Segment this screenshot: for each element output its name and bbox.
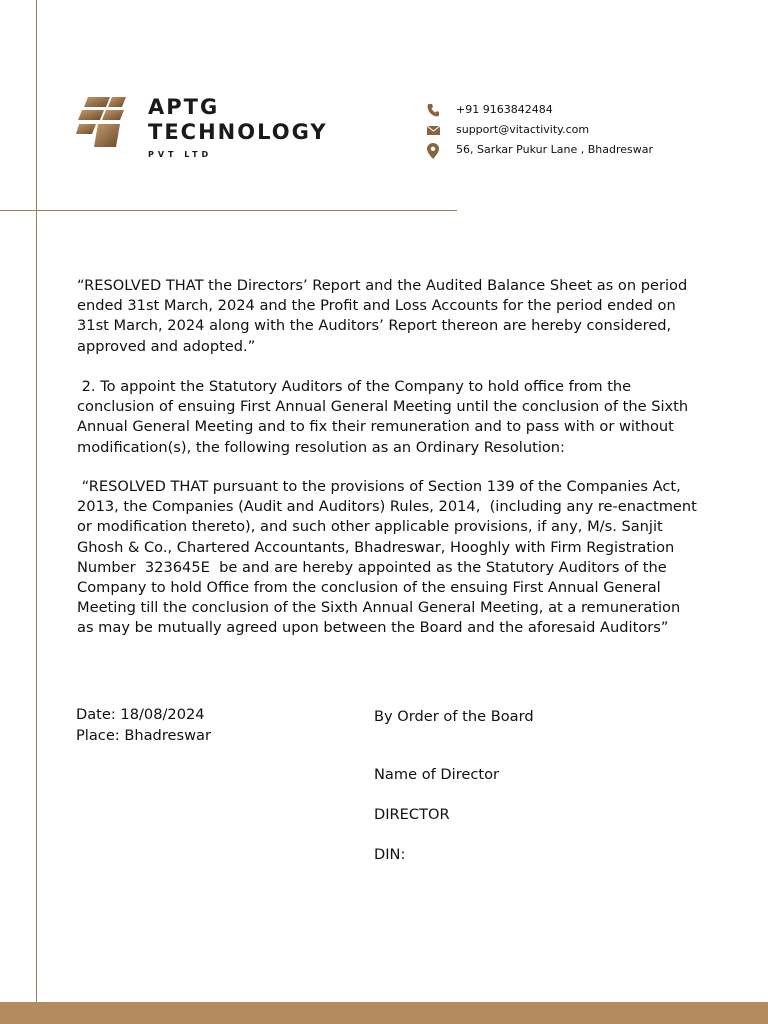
address-text: 56, Sarkar Pukur Lane , Bhadreswar: [456, 143, 653, 156]
order-of-board-text: By Order of the Board: [374, 708, 534, 725]
resolution-paragraph-2: 2. To appoint the Statutory Auditors of the Company to hold office from the conclusion of ensuing First Annual General Meeting until the conclusion of the Sixth Annual General Meeting and to fix their remuneration and to pass with or without modification(s), the following resolution as an Ordinary Resolution:: [77, 378, 693, 456]
director-name-text: Name of Director: [374, 766, 500, 783]
company-logo-icon: [76, 97, 128, 149]
location-pin-icon: [427, 143, 439, 159]
company-name-line1: APTG: [148, 95, 220, 119]
din-text: DIN:: [374, 846, 406, 863]
company-name-line2: TECHNOLOGY: [148, 120, 328, 144]
place-text: Place: Bhadreswar: [76, 727, 211, 744]
phone-icon: [427, 103, 439, 117]
header-divider: [0, 210, 457, 211]
phone-text: +91 9163842484: [456, 103, 553, 116]
company-suffix: PVT LTD: [148, 150, 213, 159]
mail-icon: [427, 123, 441, 137]
email-text: support@vitactivity.com: [456, 123, 590, 136]
designation-text: DIRECTOR: [374, 806, 450, 823]
date-text: Date: 18/08/2024: [76, 706, 205, 723]
resolution-paragraph-1: “RESOLVED THAT the Directors’ Report and the Audited Balance Sheet as on period ended 31st March, 2024 and the Profit and Loss Accounts for the period ended on 31st March, 2024 along with the Auditors’ Report thereon are hereby considered, approved and adopted.”: [77, 277, 692, 355]
footer-bar: [0, 1002, 768, 1024]
left-border-line: [36, 0, 37, 1002]
resolution-paragraph-3: “RESOLVED THAT pursuant to the provisions of Section 139 of the Companies Act, 2013, the Companies (Audit and Auditors) Rules, 2014, (including any re-enactment or modification thereto), and such other applicable provisions, if any, M/s. Sanjit Ghosh & Co., Chartered Accountants, Bhadreswar, Hooghly with Firm Registration Number 323645E be and are hereby appointed as the Statutory Auditors of the Company to hold Office from the conclusion of the ensuing First Annual General Meeting till the conclusion of the Sixth Annual General Meeting, at a remuneration as may be mutually agreed upon between the Board and the aforesaid Auditors”: [77, 478, 702, 637]
